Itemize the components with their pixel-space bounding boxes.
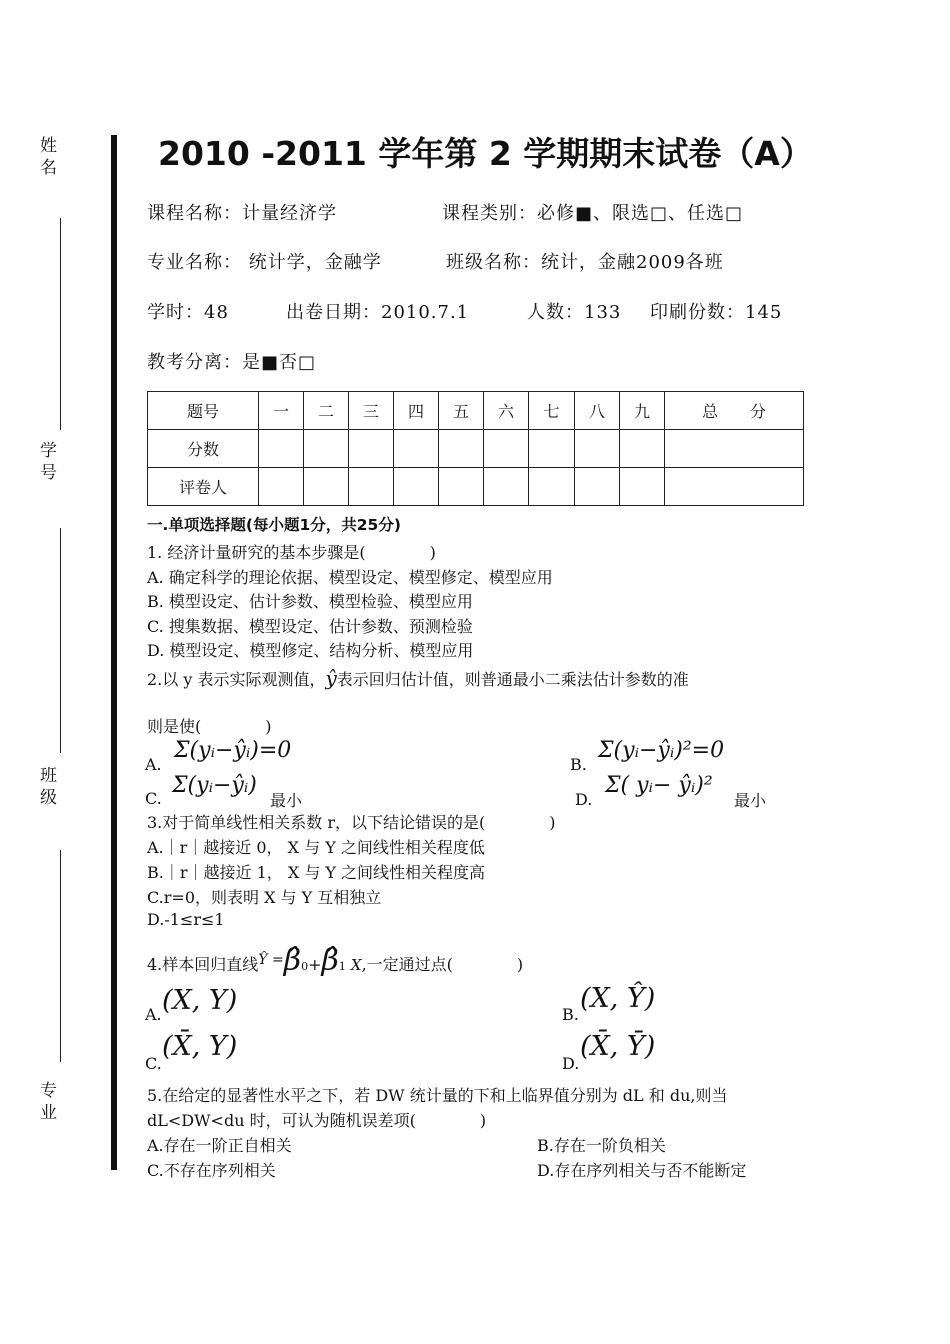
q2-option-b-label: B. <box>570 755 587 774</box>
q2-option-a-formula: Σ(yᵢ−ŷᵢ)=0 <box>174 738 292 763</box>
score-row <box>148 430 804 468</box>
q2-stem-part-b: 表示回归估计值，则普通最小二乘法估计参数的准 <box>336 670 689 689</box>
q1-option-c: C. 搜集数据、模型设定、估计参数、预测检验 <box>147 617 473 636</box>
q4-stem-part-b: ,一定通过点( ) <box>361 955 524 974</box>
q3-option-a: A.｜r｜越接近 0， X 与 Y 之间线性相关程度低 <box>147 838 485 857</box>
margin-class-line <box>60 850 61 1062</box>
print-copies: 印刷份数：145 <box>650 302 783 323</box>
table-header-cell: 四 <box>394 392 439 430</box>
q5-option-d: D.存在序列相关与否不能断定 <box>537 1161 747 1180</box>
grader-cell[interactable] <box>484 468 529 506</box>
margin-name-label: 姓 名 <box>40 136 63 178</box>
score-table-header-row <box>148 392 804 430</box>
q4-option-a-label: A. <box>145 1005 162 1024</box>
q1-option-a: A. 确定科学的理论依据、模型设定、模型修定、模型应用 <box>147 568 553 587</box>
table-header-cell: 七 <box>529 392 575 430</box>
q4-option-d-formula: (X̄, Ȳ) <box>580 1031 656 1062</box>
grader-cell[interactable] <box>620 468 665 506</box>
binding-bar <box>111 135 117 1170</box>
q4-plus: + <box>308 955 322 974</box>
q2-option-c-label: C. <box>145 789 162 808</box>
class-name: 班级名称：统计，金融2009各班 <box>446 252 724 273</box>
score-cell[interactable] <box>529 430 575 468</box>
score-cell[interactable] <box>394 430 439 468</box>
exam-date: 出卷日期：2010.7.1 <box>286 302 470 323</box>
q5-option-c: C.不存在序列相关 <box>147 1161 276 1180</box>
margin-class-label: 班 级 <box>40 766 63 808</box>
q4-beta0: β̂ <box>283 943 302 978</box>
q1-option-b: B. 模型设定、估计参数、模型检验、模型应用 <box>147 592 473 611</box>
q2-option-c-suffix: 最小 <box>270 791 303 810</box>
exam-title: 2010 -2011 学年第 2 学期期末试卷（A） <box>158 134 813 173</box>
q2-stem-part-a: 2.以 y 表示实际观测值， <box>147 670 326 689</box>
score-cell[interactable] <box>665 430 804 468</box>
q4-x-var: X <box>350 956 362 974</box>
table-header-cell: 五 <box>439 392 484 430</box>
margin-id-line <box>60 528 61 753</box>
score-cell[interactable] <box>439 430 484 468</box>
section-1-title: 一.单项选择题(每小题1分，共25分) <box>147 516 401 534</box>
q3-option-b: B.｜r｜越接近 1， X 与 Y 之间线性相关程度高 <box>147 863 486 882</box>
table-header-cell: 二 <box>304 392 349 430</box>
q4-formula-lhs: Ŷ = <box>258 952 284 968</box>
q3-option-c: C.r=0，则表明 X 与 Y 互相独立 <box>147 888 382 907</box>
score-cell[interactable] <box>304 430 349 468</box>
margin-name-line <box>60 218 61 430</box>
q4-stem-part-a: 4.样本回归直线 <box>147 955 259 974</box>
q3-option-d: D.-1≤r≤1 <box>147 910 225 929</box>
q4-option-a-formula: (X, Y) <box>162 985 238 1016</box>
score-row-label: 分数 <box>148 430 259 468</box>
q5-stem-line1: 5.在给定的显著性水平之下，若 DW 统计量的下和上临界值分别为 dL 和 du,则当 <box>147 1086 728 1105</box>
q4-beta1: β̂ <box>321 943 339 978</box>
q4-option-c-label: C. <box>145 1054 162 1073</box>
score-cell[interactable] <box>349 430 394 468</box>
teach-exam-separation: 教考分离：是■否□ <box>147 352 317 373</box>
q5-option-b: B.存在一阶负相关 <box>537 1136 666 1155</box>
table-header-cell: 八 <box>575 392 620 430</box>
student-count: 人数：133 <box>527 302 622 323</box>
grader-cell[interactable] <box>394 468 439 506</box>
grader-cell[interactable] <box>575 468 620 506</box>
table-header-cell: 三 <box>349 392 394 430</box>
q4-option-c-formula: (X̄, Y) <box>162 1031 238 1062</box>
q3-stem: 3.对于简单线性相关系数 r，以下结论错误的是( ) <box>147 813 556 832</box>
q2-yhat-symbol: ŷ <box>325 666 337 690</box>
table-header-cell: 题号 <box>148 392 259 430</box>
grader-cell[interactable] <box>529 468 575 506</box>
major-name: 专业名称： 统计学，金融学 <box>147 252 382 273</box>
q2-option-a-label: A. <box>145 755 162 774</box>
score-cell[interactable] <box>620 430 665 468</box>
grader-cell[interactable] <box>259 468 304 506</box>
score-cell[interactable] <box>484 430 529 468</box>
q4-beta1-subscript: 1 <box>338 960 346 973</box>
grader-row-label: 评卷人 <box>148 468 259 506</box>
grader-row <box>148 468 804 506</box>
q2-option-d-label: D. <box>575 790 593 809</box>
q2-option-b-formula: Σ(yᵢ−ŷᵢ)²=0 <box>598 738 725 763</box>
margin-major-label: 专 业 <box>40 1081 63 1123</box>
q5-option-a: A.存在一阶正自相关 <box>147 1136 292 1155</box>
course-name: 课程名称：计量经济学 <box>147 203 337 224</box>
q2-stem-line2: 则是使( ) <box>147 717 272 736</box>
q5-stem-line2: dL<DW<du 时，可认为随机误差项( ) <box>147 1111 487 1130</box>
score-table <box>147 391 804 506</box>
score-cell[interactable] <box>575 430 620 468</box>
table-header-cell: 六 <box>484 392 529 430</box>
table-header-cell: 九 <box>620 392 665 430</box>
q4-stem <box>147 940 523 987</box>
q2-option-d-suffix: 最小 <box>734 791 767 810</box>
study-hours: 学时：48 <box>147 302 229 323</box>
q2-option-d-formula: Σ( yᵢ− ŷᵢ)² <box>605 773 713 798</box>
q4-option-d-label: D. <box>562 1054 580 1073</box>
grader-cell[interactable] <box>349 468 394 506</box>
q2-stem-line1 <box>147 666 689 690</box>
table-header-cell: 总 分 <box>665 392 804 430</box>
q2-option-c-formula: Σ(yᵢ−ŷᵢ) <box>172 773 257 798</box>
grader-cell[interactable] <box>439 468 484 506</box>
course-type: 课程类别：必修■、限选□、任选□ <box>442 203 744 224</box>
q1-option-d: D. 模型设定、模型修定、结构分析、模型应用 <box>147 641 474 660</box>
q4-option-b-label: B. <box>562 1005 579 1024</box>
q4-option-b-formula: (X, Ŷ) <box>580 983 656 1014</box>
grader-cell[interactable] <box>665 468 804 506</box>
margin-id-label: 学 号 <box>40 441 63 483</box>
table-header-cell: 一 <box>259 392 304 430</box>
grader-cell[interactable] <box>304 468 349 506</box>
q4-beta0-subscript: 0 <box>301 960 309 973</box>
q1-stem: 1. 经济计量研究的基本步骤是( ) <box>147 543 436 562</box>
score-cell[interactable] <box>259 430 304 468</box>
